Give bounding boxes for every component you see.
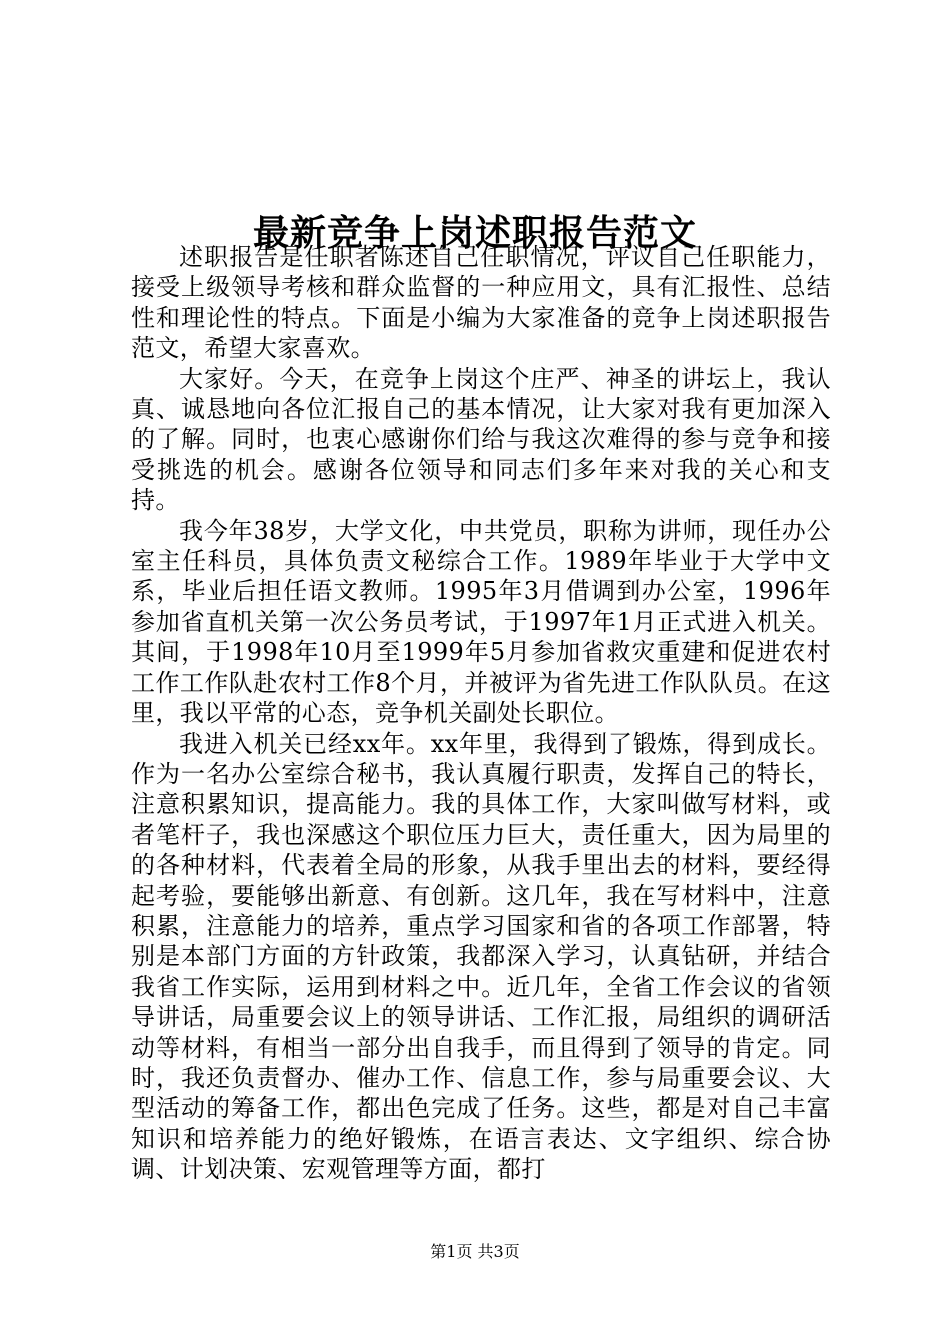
paragraph-intro: 述职报告是任职者陈述自己任职情况，评议自己任职能力，接受上级领导考核和群众监督的一种应用文，具有汇报性、总结性和理论性的特点。下面是小编为大家准备的竞争上岗述职报告范文，希望大家喜欢。 [131, 243, 831, 363]
document-body [131, 242, 831, 1185]
document-title: 最新竞争上岗述职报告范文 [252, 212, 697, 255]
page-number-footer: 第1页 共3页 [430, 1242, 520, 1261]
paragraph-greeting: 大家好。今天，在竞争上岗这个庄严、神圣的讲坛上，我认真、诚恳地向各位汇报自己的基本情况，让大家对我有更加深入的了解。同时，也衷心感谢你们给与我这次难得的参与竞争和接受挑选的机会。感谢各位领导和同志们多年来对我的关心和支持。 [131, 364, 831, 515]
paragraph-background: 我今年38岁，大学文化，中共党员，职称为讲师，现任办公室主任科员，具体负责文秘综合工作。1989年毕业于大学中文系，毕业后担任语文教师。1995年3月借调到办公室，1996年参加省直机关第一次公务员考试，于1997年1月正式进入机关。其间，于1998年10月至1999年5月参加省救灾重建和促进农村工作工作队赴农村工作8个月，并被评为省先进工作队队员。在这里，我以平常的心态，竞争机关副处长职位。 [131, 516, 831, 728]
paragraph-experience: 我进入机关已经xx年。xx年里，我得到了锻炼，得到成长。作为一名办公室综合秘书，我认真履行职责，发挥自己的特长，注意积累知识，提高能力。我的具体工作，大家叫做写材料，或者笔杆子，我也深感这个职位压力巨大，责任重大，因为局里的的各种材料，代表着全局的形象，从我手里出去的材料，要经得起考验，要能够出新意、有创新。这几年，我在写材料中，注意积累，注意能力的培养，重点学习国家和省的各项工作部署，特别是本部门方面的方针政策，我都深入学习，认真钻研，并结合我省工作实际，运用到材料之中。近几年，全省工作会议的省领导讲话，局重要会议上的领导讲话、工作汇报，局组织的调研活动等材料，有相当一部分出自我手，而且得到了领导的肯定。同时，我还负责督办、催办工作、信息工作，参与局重要会议、大型活动的筹备工作，都出色完成了任务。这些，都是对自己丰富知识和培养能力的绝好锻炼，在语言表达、文字组织、综合协调、计划决策、宏观管理等方面，都打 [131, 729, 831, 1184]
